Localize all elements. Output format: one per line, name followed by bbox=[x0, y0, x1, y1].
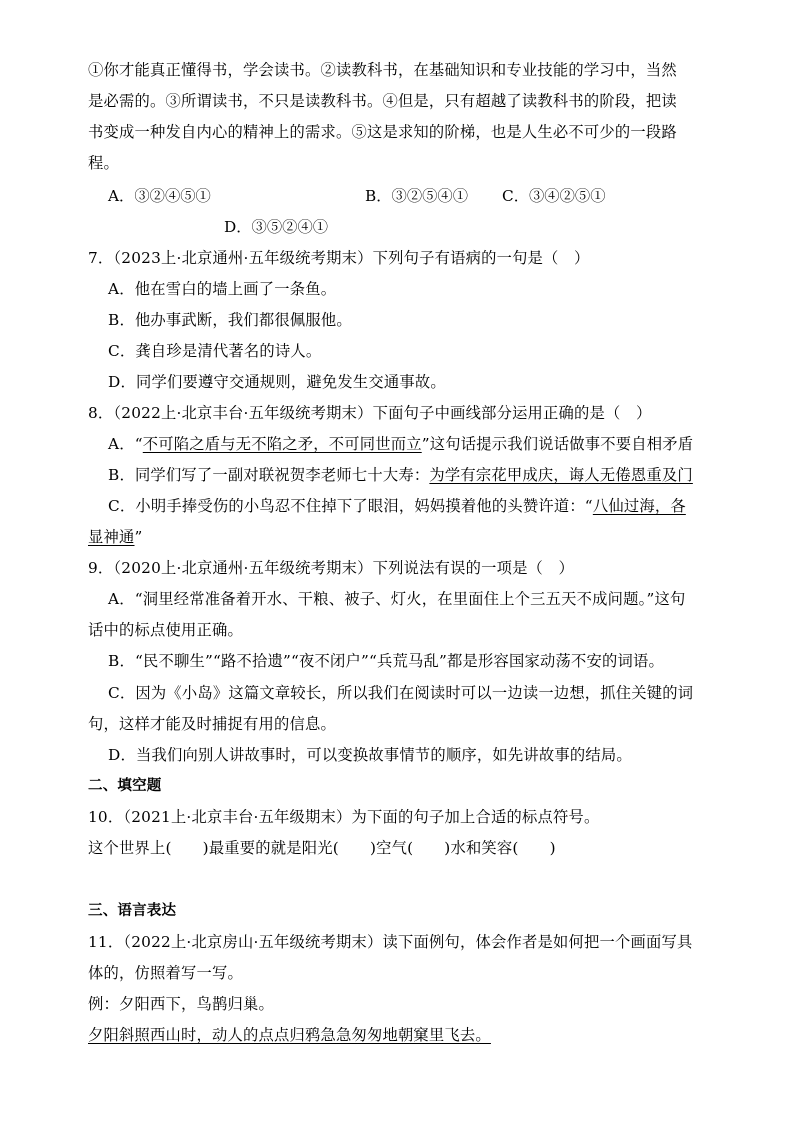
q7-option-a: A．他在雪白的墙上画了一条鱼。 bbox=[108, 280, 337, 298]
q6-passage-line-2: 是必需的。③所谓读书，不只是读教科书。④但是，只有超越了读教科书的阶段，把读 bbox=[88, 92, 677, 110]
q9-line-6: D．当我们向别人讲故事时，可以变换故事情节的顺序，如先讲故事的结局。 bbox=[108, 746, 632, 764]
q6-option-c: C．③④②⑤① bbox=[502, 187, 606, 205]
q8-b-underlined: 为学有宗花甲成庆，诲人无倦恩重及门 bbox=[429, 466, 693, 484]
q8-option-b bbox=[108, 465, 693, 485]
q11-stem-line-2: 体的，仿照着写一写。 bbox=[88, 964, 243, 982]
q8-c-underlined-2: 显神通 bbox=[88, 528, 135, 546]
q10-sentence: 这个世界上( )最重要的就是阳光( )空气( )水和笑容( ) bbox=[88, 839, 556, 857]
section-2-title: 二、填空题 bbox=[88, 778, 162, 794]
q11-example-expanded bbox=[88, 1025, 491, 1045]
q8-option-c bbox=[108, 496, 686, 516]
q8-a-suffix: ”这句话提示我们说话做事不要自相矛盾 bbox=[421, 435, 694, 453]
q6-option-b: B．③②⑤④① bbox=[365, 187, 469, 205]
q9-line-2: 话中的标点使用正确。 bbox=[88, 621, 243, 639]
q8-stem: 8．（2022上·北京丰台·五年级统考期末）下面句子中画线部分运用正确的是（ ） bbox=[88, 404, 652, 422]
q11-stem-line-1: 11．（2022上·北京房山·五年级统考期末）读下面例句，体会作者是如何把一个画面写具 bbox=[88, 933, 693, 951]
q7-option-b: B．他办事武断，我们都很佩服他。 bbox=[108, 311, 352, 329]
q7-option-d: D．同学们要遵守交通规则，避免发生交通事故。 bbox=[108, 373, 446, 391]
q6-passage-line-3: 书变成一种发自内心的精神上的需求。⑤这是求知的阶梯，也是人生必不可少的一段路 bbox=[88, 123, 677, 141]
q8-b-prefix: B．同学们写了一副对联祝贺李老师七十大寿： bbox=[108, 466, 430, 484]
q11-example: 例：夕阳西下，鸟鹊归巢。 bbox=[88, 995, 274, 1013]
q8-c-prefix: C．小明手捧受伤的小鸟忍不住掉下了眼泪，妈妈摸着他的头赞许道：“ bbox=[108, 497, 593, 515]
q6-option-d: D．③⑤②④① bbox=[224, 218, 329, 236]
q7-option-c: C．龚自珍是清代著名的诗人。 bbox=[108, 342, 322, 360]
q6-option-a: A．③②④⑤① bbox=[108, 187, 211, 205]
q8-option-c-cont bbox=[88, 527, 143, 547]
q8-a-prefix: A．“ bbox=[108, 435, 143, 453]
q9-stem: 9．（2020上·北京通州·五年级统考期末）下列说法有误的一项是（ ） bbox=[88, 559, 575, 577]
q7-stem: 7．（2023上·北京通州·五年级统考期末）下列句子有语病的一句是（ ） bbox=[88, 249, 590, 267]
q8-c-suffix: ” bbox=[134, 528, 143, 546]
q11-example-expanded-text: 夕阳斜照西山时，动人的点点归鸦急急匆匆地朝窠里飞去。 bbox=[88, 1026, 491, 1044]
q9-line-5: 句，这样才能及时捕捉有用的信息。 bbox=[88, 715, 336, 733]
q10-stem: 10．（2021上·北京丰台·五年级期末）为下面的句子加上合适的标点符号。 bbox=[88, 808, 600, 826]
q9-line-1: A．“洞里经常准备着开水、干粮、被子、灯火，在里面住上个三五天不成问题。”这句 bbox=[108, 590, 686, 608]
q8-c-underlined-1: 八仙过海，各 bbox=[592, 497, 686, 515]
q6-passage-line-4: 程。 bbox=[88, 154, 119, 172]
q8-option-a bbox=[108, 434, 693, 454]
section-3-title: 三、语言表达 bbox=[88, 903, 177, 919]
q9-line-3: B．“民不聊生”“路不拾遗”“夜不闭户”“兵荒马乱”都是形容国家动荡不安的词语。 bbox=[108, 652, 665, 670]
q9-line-4: C．因为《小岛》这篇文章较长，所以我们在阅读时可以一边读一边想，抓住关键的词 bbox=[108, 684, 694, 702]
q8-a-underlined: 不可陷之盾与无不陷之矛，不可同世而立 bbox=[142, 435, 422, 453]
q6-passage-line-1: ①你才能真正懂得书，学会读书。②读教科书，在基础知识和专业技能的学习中，当然 bbox=[88, 61, 677, 79]
